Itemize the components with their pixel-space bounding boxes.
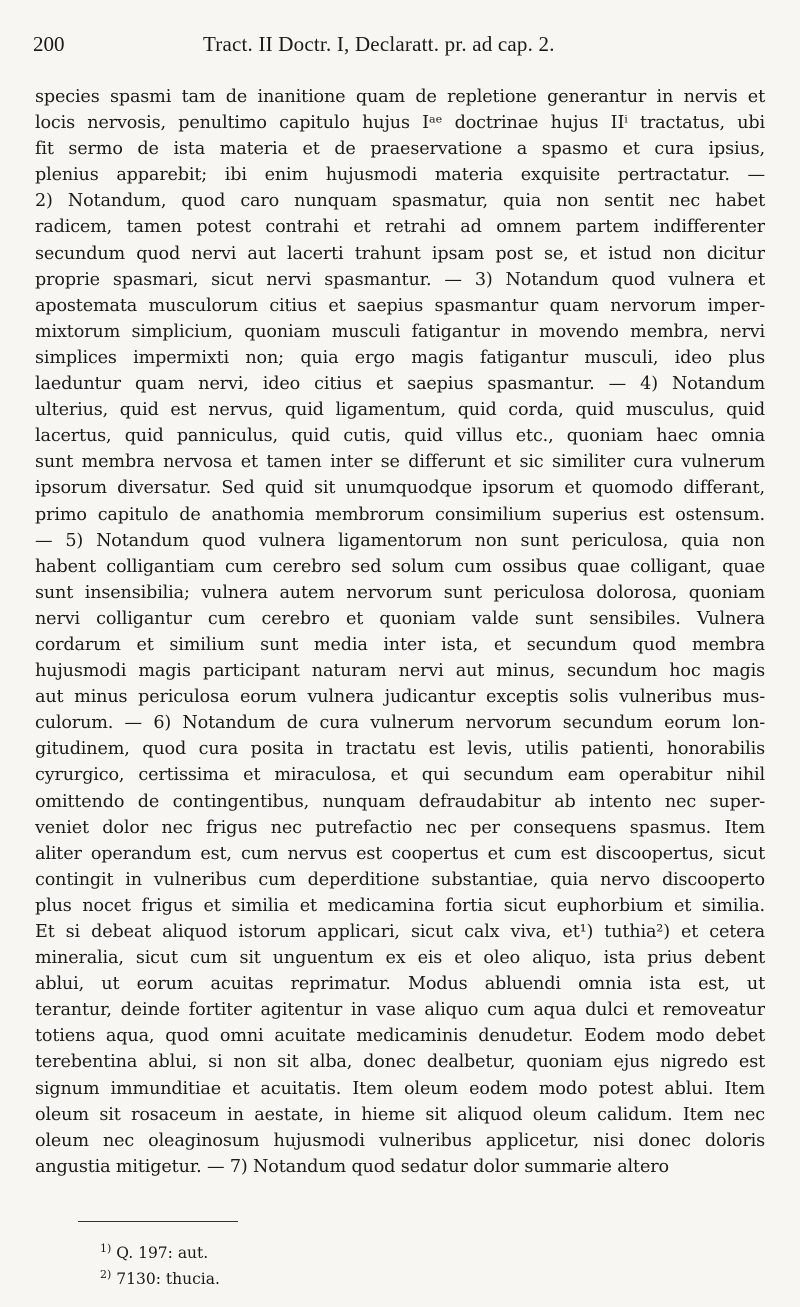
text-line: ulterius, quid est nervus, quid ligamentum, quid corda, quid musculus, quid bbox=[35, 400, 765, 421]
text-line: mineralia, sicut cum sit unguentum ex eis et oleo aliquo, ista prius debent bbox=[35, 948, 765, 969]
text-line: sunt membra nervosa et tamen inter se differunt et sic similiter cura vulnerum bbox=[35, 452, 765, 473]
footnote-text: Q. 197: aut. bbox=[116, 1244, 209, 1262]
footnote-2 bbox=[100, 1264, 220, 1290]
footnote-marker: 2) bbox=[100, 1268, 112, 1281]
text-line: ipsorum diversatur. Sed quid sit unumquodque ipsorum et quomodo differant, bbox=[35, 478, 765, 499]
text-line: culorum. — 6) Notandum de cura vulnerum nervorum secundum eorum lon- bbox=[35, 713, 765, 734]
text-line: mixtorum simplicium, quoniam musculi fatigantur in movendo membra, nervi bbox=[35, 321, 765, 342]
text-line: sunt insensibilia; vulnera autem nervorum sunt periculosa dolorosa, quoniam bbox=[35, 582, 765, 603]
text-line: proprie spasmari, sicut nervi spasmantur. — 3) Notandum quod vulnera et bbox=[35, 269, 765, 290]
text-line: — 5) Notandum quod vulnera ligamentorum non sunt periculosa, quia non bbox=[35, 530, 765, 551]
text-line: omittendo de contingentibus, nunquam defraudabitur ab intento nec super- bbox=[35, 791, 765, 812]
text-line: radicem, tamen potest contrahi et retrahi ad omnem partem indifferenter bbox=[35, 217, 765, 238]
text-line: aut minus periculosa eorum vulnera judicantur exceptis solis vulneribus mus- bbox=[35, 687, 765, 708]
text-line: nervi colligantur cum cerebro et quoniam valde sunt sensibiles. Vulnera bbox=[35, 608, 765, 629]
text-line: gitudinem, quod cura posita in tractatu est levis, utilis patienti, honorabilis bbox=[35, 739, 765, 760]
text-line: cordarum et similium sunt media inter ista, et secundum quod membra bbox=[35, 634, 765, 655]
text-line: angustia mitigetur. — 7) Notandum quod sedatur dolor summarie altero bbox=[35, 1156, 669, 1177]
footnote-divider bbox=[78, 1221, 238, 1222]
text-line: secundum quod nervi aut lacerti trahunt ipsam post se, et istud non dicitur bbox=[35, 243, 765, 264]
text-line: cyrurgico, certissima et miraculosa, et qui secundum eam operabitur nihil bbox=[35, 765, 765, 786]
footnote-1 bbox=[100, 1238, 220, 1264]
footnote-text: 7130: thucia. bbox=[116, 1270, 220, 1288]
text-line: fit sermo de ista materia et de praeservatione a spasmo et cura ipsius, bbox=[35, 139, 765, 160]
text-line: plus nocet frigus et similia et medicamina fortia sicut euphorbium et similia. bbox=[35, 895, 765, 916]
text-line: totiens aqua, quod omni acuitate medicaminis denudetur. Eodem modo debet bbox=[35, 1026, 765, 1047]
text-line: simplices impermixti non; quia ergo magis fatigantur musculi, ideo plus bbox=[35, 347, 765, 368]
page-header bbox=[33, 32, 773, 66]
text-line: oleum sit rosaceum in aestate, in hieme sit aliquod oleum calidum. Item nec bbox=[35, 1104, 765, 1125]
footnotes bbox=[100, 1238, 220, 1290]
running-head: Tract. II Doctr. I, Declaratt. pr. ad cap. 2. bbox=[203, 32, 555, 56]
text-line: laeduntur quam nervi, ideo citius et saepius spasmantur. — 4) Notandum bbox=[35, 374, 765, 395]
text-line: Et si debeat aliquod istorum applicari, sicut calx viva, et¹) tuthia²) et cetera bbox=[35, 922, 765, 942]
text-line: veniet dolor nec frigus nec putrefactio nec per consequens spasmus. Item bbox=[35, 817, 765, 838]
text-line: lacertus, quid panniculus, quid cutis, quid villus etc., quoniam haec omnia bbox=[35, 426, 765, 447]
text-line: primo capitulo de anathomia membrorum consimilium superius est ostensum. bbox=[35, 504, 765, 525]
main-text-block bbox=[35, 84, 765, 1180]
text-line: hujusmodi magis participant naturam nervi aut minus, secundum hoc magis bbox=[35, 661, 765, 682]
text-line: species spasmi tam de inanitione quam de repletione generantur in nervis et bbox=[35, 87, 765, 107]
text-line: plenius apparebit; ibi enim hujusmodi materia exquisite pertractatur. — bbox=[35, 165, 765, 186]
text-line: locis nervosis, penultimo capitulo hujus Iᵃᵉ doctrinae hujus IIⁱ tractatus, ubi bbox=[35, 113, 765, 134]
page-number: 200 bbox=[33, 32, 65, 56]
footnote-marker: 1) bbox=[100, 1242, 112, 1255]
text-line: terebentina ablui, si non sit alba, donec dealbetur, quoniam ejus nigredo est bbox=[35, 1052, 765, 1073]
text-line: terantur, deinde fortiter agitentur in vase aliquo cum aqua dulci et removeatur bbox=[35, 1000, 765, 1021]
text-line: aliter operandum est, cum nervus est coopertus et cum est discoopertus, sicut bbox=[35, 843, 765, 864]
text-line: signum immunditiae et acuitatis. Item oleum eodem modo potest ablui. Item bbox=[35, 1078, 765, 1099]
text-line: 2) Notandum, quod caro nunquam spasmatur, quia non sentit nec habet bbox=[35, 191, 765, 212]
text-line: ablui, ut eorum acuitas reprimatur. Modus abluendi omnia ista est, ut bbox=[35, 974, 765, 995]
text-line: oleum nec oleaginosum hujusmodi vulneribus applicetur, nisi donec doloris bbox=[35, 1130, 765, 1151]
text-line: habent colligantiam cum cerebro sed solum cum ossibus quae colligant, quae bbox=[35, 556, 765, 577]
text-line: apostemata musculorum citius et saepius spasmantur quam nervorum imper- bbox=[35, 295, 765, 316]
text-line: contingit in vulneribus cum deperditione substantiae, quia nervo discooperto bbox=[35, 869, 765, 890]
